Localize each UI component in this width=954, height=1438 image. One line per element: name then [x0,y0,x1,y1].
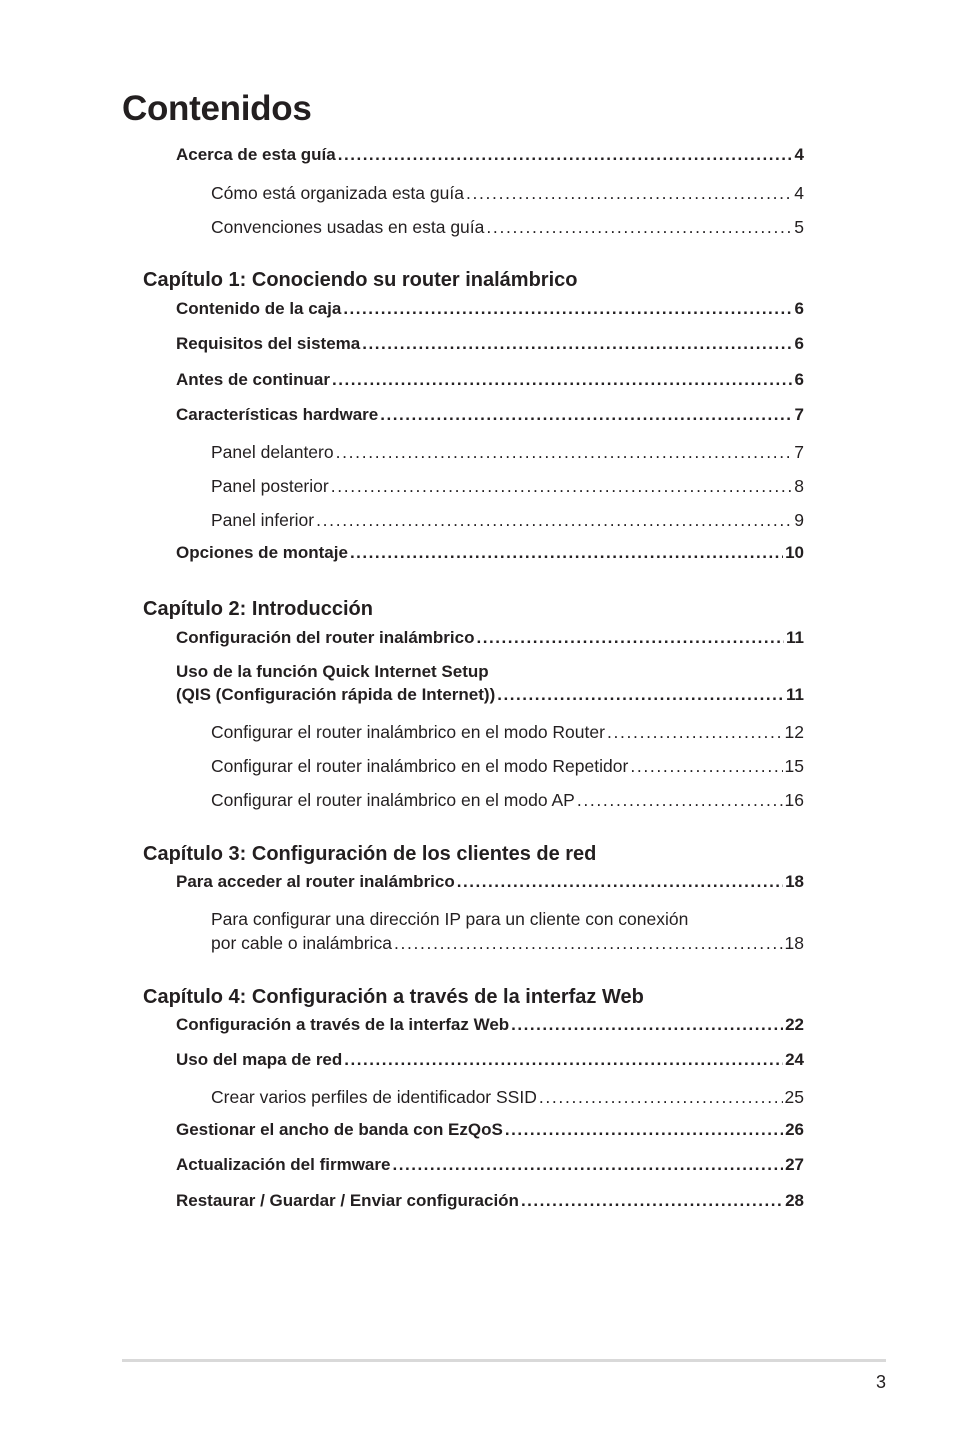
toc-entry-label: Panel posterior [211,476,329,496]
toc-entry-label: Configurar el router inalámbrico en el modo AP [211,790,575,810]
toc-entry-caracteristicas[interactable] [176,405,804,425]
toc-entry-label: Uso del mapa de red [176,1050,343,1069]
toc-entry-label: Configuración a través de la interfaz Web [176,1015,510,1034]
toc-page-number: 16 [784,790,804,810]
toc-subentry-organizada[interactable] [211,183,804,204]
toc-page-number: 15 [784,756,804,776]
toc-page-number: 22 [785,1015,804,1034]
toc-entry-configuracion-router[interactable] [176,628,804,648]
chapter-3-heading[interactable]: Capítulo 3: Configuración de los clientes de red [143,843,597,865]
toc-subentry-modo-repetidor[interactable] [211,756,804,777]
dot-leader [316,510,792,531]
toc-page-number: 8 [794,476,804,496]
page-title: Contenidos [122,89,312,128]
toc-entry-label: Opciones de montaje [176,543,348,562]
toc-subentry-modo-router[interactable] [211,722,804,743]
toc-entry-interfaz-web[interactable] [176,1015,804,1035]
toc-subentry-panel-posterior[interactable] [211,476,804,497]
toc-entry-label: Para acceder al router inalámbrico [176,872,455,891]
toc-entry-qis[interactable] [176,685,804,705]
toc-entry-label: Acerca de esta guía [176,145,336,164]
toc-page-number: 18 [784,933,804,953]
dot-leader [497,685,784,705]
toc-page-number: 4 [794,145,804,164]
toc-page-number: 11 [786,685,804,704]
toc-subentry-panel-inferior[interactable] [211,510,804,531]
toc-page-number: 12 [784,722,804,742]
toc-page-number: 18 [785,872,804,891]
chapter-4-heading[interactable]: Capítulo 4: Configuración a través de la interfaz Web [143,986,644,1008]
footer-rule [122,1359,886,1362]
toc-page-number: 28 [785,1191,804,1210]
toc-page-number: 26 [785,1120,804,1139]
dot-leader [577,790,783,811]
toc-entry-antes-continuar[interactable] [176,370,804,390]
chapter-2-heading[interactable]: Capítulo 2: Introducción [143,598,373,620]
toc-entry-requisitos[interactable] [176,334,804,354]
toc-subentry-convenciones[interactable] [211,217,804,238]
dot-leader [511,1015,783,1035]
toc-entry-label: Cómo está organizada esta guía [211,183,464,203]
toc-entry-label: por cable o inalámbrica [211,933,392,953]
toc-entry-label: (QIS (Configuración rápida de Internet)) [176,685,496,704]
toc-entry-label: Convenciones usadas en esta guía [211,217,485,237]
toc-page-number: 7 [794,442,804,462]
toc-entry-restaurar[interactable] [176,1191,804,1211]
toc-entry-label: Restaurar / Guardar / Enviar configuración [176,1191,519,1210]
dot-leader [630,756,782,777]
toc-entry-label: Actualización del firmware [176,1155,391,1174]
toc-entry-mapa-red[interactable] [176,1050,804,1070]
dot-leader [336,442,793,463]
toc-page-number: 25 [784,1087,804,1107]
dot-leader [457,872,783,892]
toc-entry-label: Antes de continuar [176,370,330,389]
toc-entry-acceder-router[interactable] [176,872,804,892]
toc-entry-ezqos[interactable] [176,1120,804,1140]
toc-entry-label: Requisitos del sistema [176,334,361,353]
toc-entry-label: Contenido de la caja [176,299,342,318]
toc-subentry-modo-ap[interactable] [211,790,804,811]
toc-page-number: 27 [785,1155,804,1174]
toc-page-number: 4 [794,183,804,203]
footer-page-number: 3 [875,1372,886,1392]
dot-leader [394,933,783,954]
chapter-1-heading[interactable]: Capítulo 1: Conociendo su router inalámbrico [143,269,578,291]
toc-entry-qis-line1[interactable]: Uso de la función Quick Internet Setup [176,662,489,681]
toc-entry-montaje[interactable] [176,543,804,563]
dot-leader [486,217,792,238]
toc-subentry-ip[interactable] [211,933,804,954]
dot-leader [505,1120,783,1140]
toc-page-number: 24 [785,1050,804,1069]
dot-leader [607,722,783,743]
dot-leader [392,1155,783,1175]
toc-entry-label: Panel inferior [211,510,315,530]
toc-page-number: 6 [794,370,804,389]
dot-leader [362,334,792,354]
dot-leader [343,299,792,319]
toc-subentry-ip-line1[interactable]: Para configurar una dirección IP para un cliente con conexión [211,909,689,929]
toc-page-number: 6 [794,334,804,353]
toc-entry-label: Características hardware [176,405,379,424]
toc-entry-firmware[interactable] [176,1155,804,1175]
dot-leader [344,1050,783,1070]
dot-leader [338,145,793,165]
dot-leader [476,628,784,648]
toc-page-number: 7 [794,405,804,424]
dot-leader [466,183,792,204]
toc-page-number: 6 [794,299,804,318]
toc-page-number: 9 [794,510,804,530]
dot-leader [332,370,793,390]
toc-entry-label: Panel delantero [211,442,334,462]
toc-entry-acerca[interactable] [176,145,804,165]
dot-leader [350,543,783,563]
toc-page-number: 10 [785,543,804,562]
toc-entry-label: Gestionar el ancho de banda con EzQoS [176,1120,503,1139]
toc-entry-label: Crear varios perfiles de identificador SSID [211,1087,537,1107]
dot-leader [521,1191,783,1211]
toc-subentry-panel-delantero[interactable] [211,442,804,463]
toc-entry-label: Configuración del router inalámbrico [176,628,475,647]
toc-page-number: 5 [794,217,804,237]
dot-leader [539,1087,783,1108]
toc-entry-contenido-caja[interactable] [176,299,804,319]
toc-page-number: 11 [786,628,804,647]
toc-subentry-ssid[interactable] [211,1087,804,1108]
toc-entry-label: Configurar el router inalámbrico en el modo Router [211,722,605,742]
dot-leader [331,476,793,497]
toc-entry-label: Configurar el router inalámbrico en el modo Repetidor [211,756,629,776]
dot-leader [380,405,792,425]
